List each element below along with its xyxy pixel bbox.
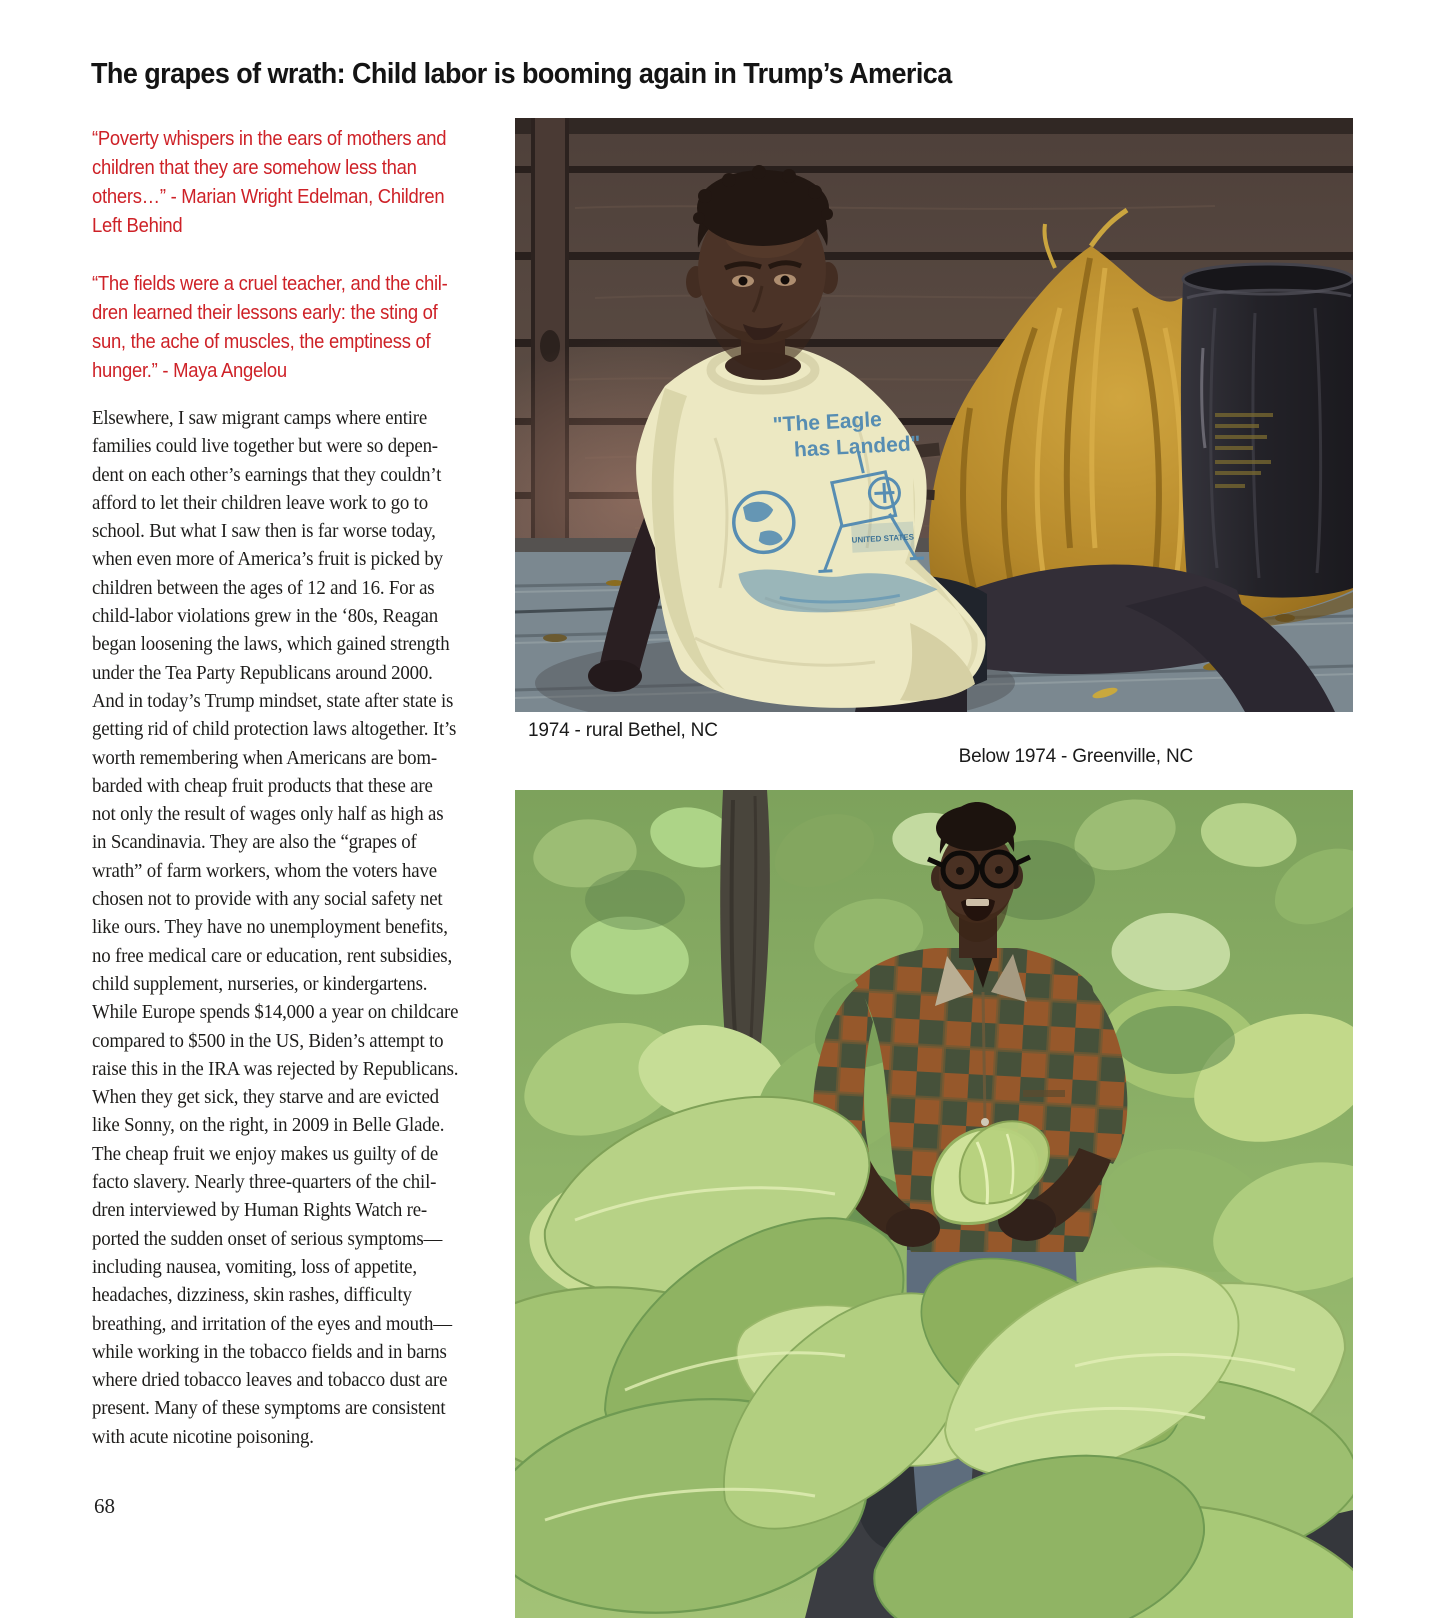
photo2-illustration [515, 790, 1353, 1618]
text-line: wrath” of farm workers, whom the voters have [92, 859, 437, 882]
text-line: children that they are somehow less than [92, 156, 417, 179]
shirt-print-line2: has Landed" [793, 432, 922, 462]
photo1-caption: 1974 - rural Bethel, NC [528, 720, 718, 741]
text-line: child-labor violations grew in the ‘80s, Reagan [92, 605, 438, 628]
text-line: When they get sick, they starve and are evicted [92, 1086, 439, 1109]
text-line: children between the ages of 12 and 16. For as [92, 576, 435, 599]
text-line: in Scandinavia. They are also the “grapes of [92, 831, 417, 854]
quote-angelou [92, 269, 506, 385]
text-line: While Europe spends $14,000 a year on childcare [92, 1001, 459, 1024]
text-line: dren learned their lessons early: the sting of [92, 301, 438, 324]
text-line: chosen not to provide with any social safety net [92, 888, 443, 911]
page-title: The grapes of wrath: Child labor is booming again in Trump’s America [91, 58, 952, 90]
text-line: “The fields were a cruel teacher, and the chil- [92, 272, 448, 295]
text-line: others…” - Marian Wright Edelman, Children [92, 185, 445, 208]
text-line: hunger.” - Maya Angelou [92, 359, 287, 382]
text-line: raise this in the IRA was rejected by Republicans. [92, 1057, 459, 1080]
text-line: under the Tea Party Republicans around 2000. [92, 661, 433, 684]
text-line: with acute nicotine poisoning. [92, 1425, 314, 1448]
text-line: no free medical care or education, rent subsidies, [92, 944, 452, 967]
text-line: facto slavery. Nearly three-quarters of the chil- [92, 1171, 437, 1194]
shirt-print-line1: "The Eagle [772, 408, 883, 437]
text-line: like ours. They have no unemployment benefits, [92, 916, 448, 939]
text-line: present. Many of these symptoms are consistent [92, 1397, 446, 1420]
tree-trunk [720, 790, 770, 1048]
text-line: sun, the ache of muscles, the emptiness of [92, 330, 431, 353]
pull-quotes [92, 124, 506, 414]
text-line: ported the sudden onset of serious symptoms— [92, 1227, 443, 1250]
text-line: worth remembering when Americans are bom- [92, 746, 437, 769]
photo1-illustration [515, 118, 1353, 712]
text-line: child supplement, nurseries, or kindergartens. [92, 972, 428, 995]
text-line: while working in the tobacco fields and in barns [92, 1340, 447, 1363]
text-line: families could live together but were so depen- [92, 435, 438, 458]
text-line: afford to let their children leave work to go to [92, 491, 428, 514]
text-line: school. But what I saw then is far worse today, [92, 520, 436, 543]
text-line: where dried tobacco leaves and tobacco dust are [92, 1369, 448, 1392]
text-line: The cheap fruit we enjoy makes us guilty of de [92, 1142, 439, 1165]
photo-boy-standing-tobacco-field [515, 790, 1353, 1618]
text-line: began loosening the laws, which gained strength [92, 633, 450, 656]
text-line: dren interviewed by Human Rights Watch re- [92, 1199, 428, 1222]
quote-edelman [92, 124, 506, 240]
photo2-caption: Below 1974 - Greenville, NC [958, 746, 1193, 767]
text-line: headaches, dizziness, skin rashes, difficulty [92, 1284, 412, 1307]
shirt-print-panel-text: UNITED STATES [851, 532, 915, 545]
body-text-column [92, 404, 524, 1451]
text-line: Left Behind [92, 214, 183, 237]
text-line: getting rid of child protection laws altogether. It’s [92, 718, 457, 741]
text-line: not only the result of wages only half as high as [92, 803, 444, 826]
text-line: barded with cheap fruit products that these are [92, 774, 433, 797]
text-line: dent on each other’s earnings that they couldn’t [92, 463, 442, 486]
page-number: 68 [94, 1494, 115, 1518]
text-line: And in today’s Trump mindset, state after state is [92, 689, 454, 712]
photo-boy-sitting-tobacco-barn [515, 118, 1353, 712]
text-line: breathing, and irritation of the eyes and mouth— [92, 1312, 452, 1335]
text-line: when even more of America’s fruit is picked by [92, 548, 443, 571]
text-line: compared to $500 in the US, Biden’s attempt to [92, 1029, 444, 1052]
text-line: “Poverty whispers in the ears of mothers and [92, 127, 447, 150]
text-line: including nausea, vomiting, loss of appetite, [92, 1255, 417, 1278]
text-line: like Sonny, on the right, in 2009 in Belle Glade. [92, 1114, 445, 1137]
text-line: Elsewhere, I saw migrant camps where entire [92, 407, 428, 429]
black-barrel [1181, 264, 1353, 598]
